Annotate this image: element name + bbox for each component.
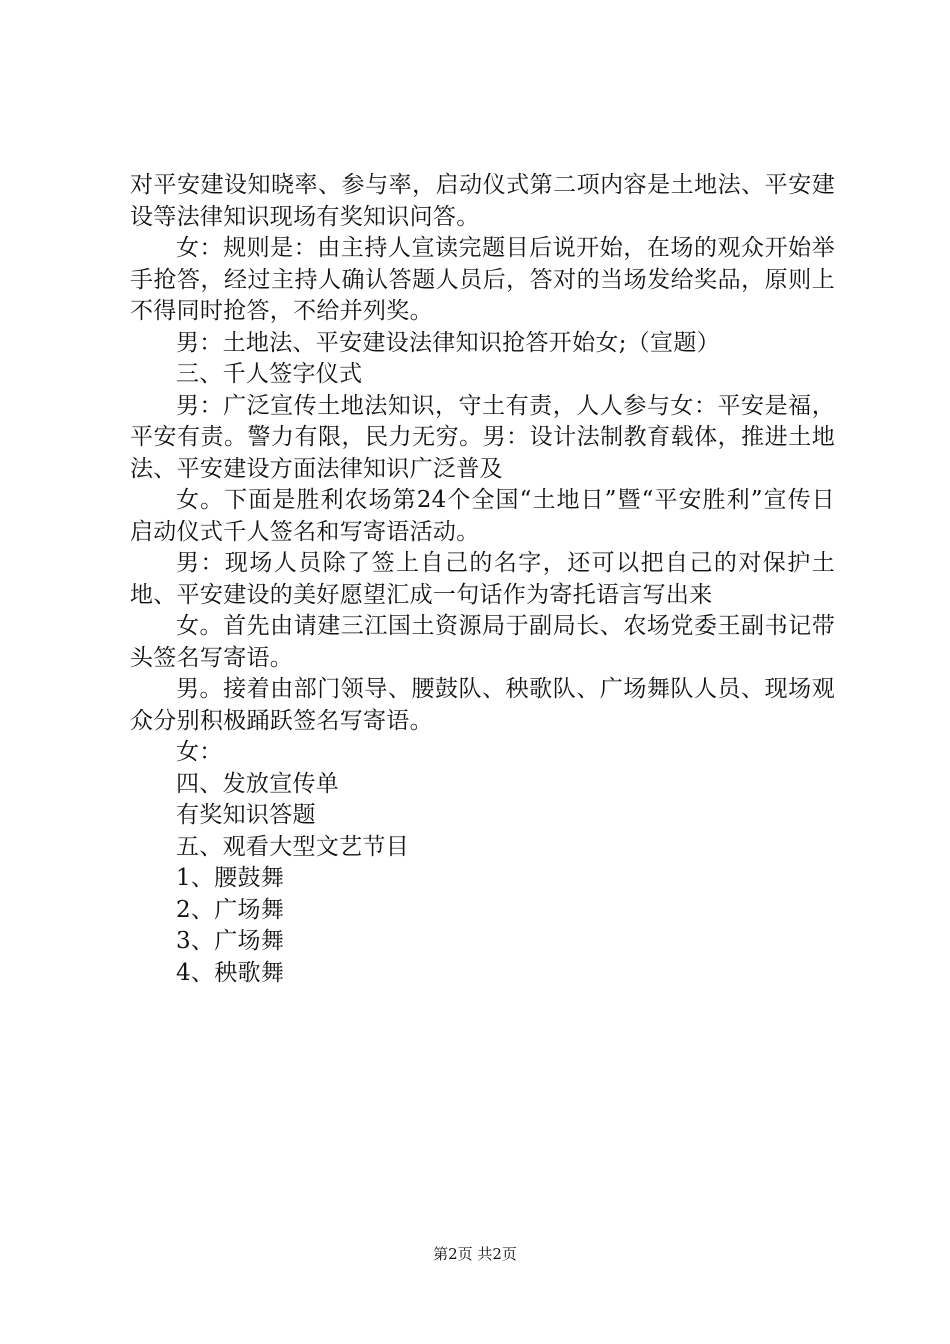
list-item: 3、广场舞 bbox=[176, 928, 285, 954]
section-heading: 三、千人签字仪式 bbox=[176, 361, 363, 387]
section-heading: 四、发放宣传单 bbox=[176, 770, 340, 797]
list-item: 1、腰鼓舞 bbox=[176, 865, 285, 891]
paragraph: 女。下面是胜利农场第24个全国“土地日”暨“平安胜利”宣传日启动仪式千人签名和写寄语活动。 bbox=[130, 487, 835, 545]
paragraph: 对平安建设知晓率、参与率，启动仪式第二项内容是土地法、平安建设等法律知识现场有奖知识问答。 bbox=[130, 172, 835, 230]
list-item: 2、广场舞 bbox=[176, 896, 285, 923]
paragraph: 女。首先由请建三江国土资源局于副局长、农场党委王副书记带头签名写寄语。 bbox=[130, 613, 835, 671]
paragraph: 男。接着由部门领导、腰鼓队、秧歌队、广场舞队人员、现场观众分别积极踊跃签名写寄语。 bbox=[130, 676, 835, 734]
paragraph: 男：广泛宣传土地法知识，守土有责，人人参与女：平安是福，平安有责。警力有限，民力无穷。男：设计法制教育载体，推进土地法、平安建设方面法律知识广泛普及 bbox=[130, 392, 835, 482]
document-body bbox=[130, 170, 835, 989]
list-item: 4、秧歌舞 bbox=[176, 959, 285, 986]
paragraph: 有奖知识答题 bbox=[176, 802, 316, 828]
page-number: 第2页 共2页 bbox=[433, 1245, 517, 1263]
paragraph: 男：现场人员除了签上自己的名字，还可以把自己的对保护土地、平安建设的美好愿望汇成一句话作为寄托语言写出来 bbox=[130, 550, 835, 608]
paragraph: 女：规则是：由主持人宣读完题目后说开始，在场的观众开始举手抢答，经过主持人确认答题人员后，答对的当场发给奖品，原则上不得同时抢答，不给并列奖。 bbox=[130, 235, 835, 324]
paragraph: 女： bbox=[176, 739, 223, 765]
page-footer bbox=[0, 1243, 950, 1265]
paragraph: 男：土地法、平安建设法律知识抢答开始女;（宣题） bbox=[176, 329, 720, 356]
section-heading: 五、观看大型文艺节目 bbox=[176, 833, 409, 860]
